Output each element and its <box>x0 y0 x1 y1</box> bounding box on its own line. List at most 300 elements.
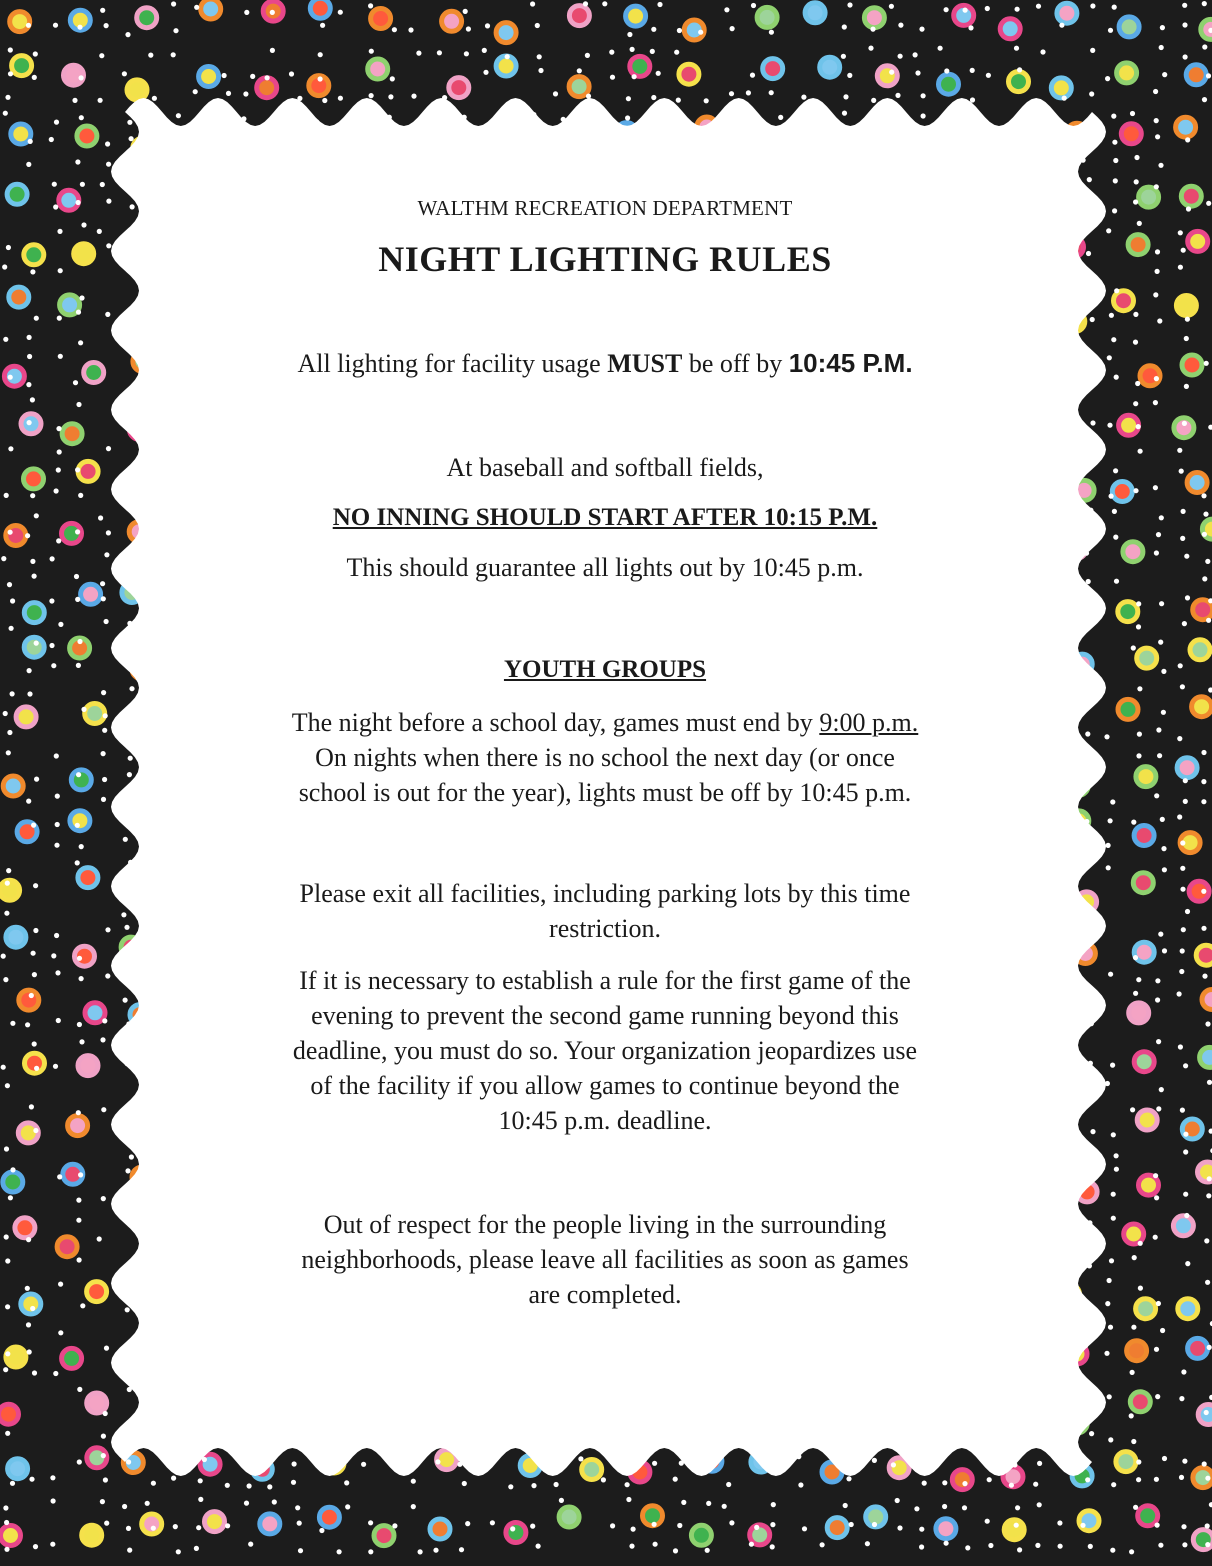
border-ring-dot <box>9 287 29 307</box>
border-white-dot <box>58 1330 63 1335</box>
border-white-dot <box>105 312 110 317</box>
border-ring-dot <box>1121 124 1141 144</box>
border-white-dot <box>1182 421 1187 426</box>
border-ring-dot <box>1190 640 1210 660</box>
border-white-dot <box>50 556 55 561</box>
border-white-dot <box>128 756 133 761</box>
border-ring-dot <box>21 1294 41 1314</box>
border-ring-dot <box>1202 990 1212 1010</box>
border-ring-dot <box>1196 945 1212 965</box>
border-white-dot <box>673 1477 678 1482</box>
border-white-dot <box>76 772 81 777</box>
border-white-dot <box>505 54 510 59</box>
border-white-dot <box>31 574 36 579</box>
border-white-dot <box>1184 384 1189 389</box>
border-white-dot <box>1153 1173 1158 1178</box>
border-white-dot <box>30 559 35 564</box>
border-white-dot <box>3 337 8 342</box>
border-ring-dot <box>559 1507 579 1527</box>
border-white-dot <box>1181 1524 1186 1529</box>
border-white-dot <box>1154 550 1159 555</box>
border-white-dot <box>392 27 397 32</box>
border-white-dot <box>1130 1370 1135 1375</box>
border-white-dot <box>80 182 85 187</box>
border-ring-dot <box>679 64 699 84</box>
border-white-dot <box>465 1521 470 1526</box>
border-white-dot <box>586 94 591 99</box>
border-white-dot <box>985 6 990 11</box>
border-white-dot <box>1136 1459 1141 1464</box>
border-white-dot <box>1205 1021 1210 1026</box>
border-ring-dot <box>70 811 90 831</box>
border-ring-dot <box>6 927 26 947</box>
border-white-dot <box>8 530 13 535</box>
border-white-dot <box>433 1548 438 1553</box>
border-white-dot <box>79 75 84 80</box>
border-white-dot <box>1204 1410 1209 1415</box>
border-white-dot <box>751 3 756 8</box>
border-white-dot <box>459 1547 464 1552</box>
border-white-dot <box>194 5 199 10</box>
border-white-dot <box>103 1477 108 1482</box>
border-white-dot <box>408 27 413 32</box>
border-white-dot <box>630 47 635 52</box>
border-white-dot <box>1160 817 1165 822</box>
border-ring-dot <box>82 1525 102 1545</box>
border-white-dot <box>390 76 395 81</box>
border-white-dot <box>25 1022 30 1027</box>
border-white-dot <box>54 753 59 758</box>
border-white-dot <box>30 269 35 274</box>
border-white-dot <box>56 538 61 543</box>
border-white-dot <box>1202 974 1207 979</box>
border-ring-dot <box>1173 1216 1193 1236</box>
border-white-dot <box>1133 955 1138 960</box>
border-white-dot <box>101 797 106 802</box>
border-white-dot <box>79 115 84 120</box>
border-white-dot <box>1133 1505 1138 1510</box>
border-white-dot <box>29 1104 34 1109</box>
border-white-dot <box>1154 793 1159 798</box>
border-ring-dot <box>1051 78 1071 98</box>
border-white-dot <box>27 668 32 673</box>
border-white-dot <box>32 75 37 80</box>
border-white-dot <box>1089 1431 1094 1436</box>
border-white-dot <box>1207 1080 1212 1085</box>
border-ring-dot <box>201 0 221 19</box>
border-white-dot <box>1108 972 1113 977</box>
youth-line-2: On nights when there is no school the next day (or once <box>315 743 895 772</box>
border-white-dot <box>5 1351 10 1356</box>
border-white-dot <box>105 141 110 146</box>
fields-note: This should guarantee all lights out by 10:45 p.m. <box>346 553 864 582</box>
border-white-dot <box>1130 111 1135 116</box>
border-white-dot <box>104 23 109 28</box>
border-white-dot <box>411 94 416 99</box>
border-white-dot <box>1136 624 1141 629</box>
border-white-dot <box>106 243 111 248</box>
border-white-dot <box>58 354 63 359</box>
border-white-dot <box>27 354 32 359</box>
border-white-dot <box>968 25 973 30</box>
border-white-dot <box>123 837 128 842</box>
border-white-dot <box>101 1196 106 1201</box>
border-white-dot <box>101 596 106 601</box>
border-white-dot <box>1154 376 1159 381</box>
border-white-dot <box>1177 991 1182 996</box>
border-white-dot <box>437 50 442 55</box>
border-ring-dot <box>1123 542 1143 562</box>
border-white-dot <box>653 1542 658 1547</box>
border-white-dot <box>1181 248 1186 253</box>
border-white-dot <box>1185 317 1190 322</box>
border-white-dot <box>1201 926 1206 931</box>
border-ring-dot <box>8 1459 28 1479</box>
border-white-dot <box>34 513 39 518</box>
border-white-dot <box>320 23 325 28</box>
border-white-dot <box>76 310 81 315</box>
border-white-dot <box>1155 134 1160 139</box>
border-white-dot <box>898 54 903 59</box>
border-white-dot <box>1153 1235 1158 1240</box>
border-ring-dot <box>257 78 277 98</box>
border-white-dot <box>463 9 468 14</box>
border-white-dot <box>198 1478 203 1483</box>
border-white-dot <box>56 1018 61 1023</box>
border-white-dot <box>75 467 80 472</box>
first-game-line-1: If it is necessary to establish a rule for the first game of the <box>299 966 911 995</box>
border-white-dot <box>1090 3 1095 8</box>
border-white-dot <box>1206 201 1211 206</box>
border-white-dot <box>72 98 77 103</box>
border-white-dot <box>1158 932 1163 937</box>
border-ring-dot <box>1000 19 1020 39</box>
border-white-dot <box>270 10 275 15</box>
border-white-dot <box>51 663 56 668</box>
border-white-dot <box>1202 1 1207 6</box>
border-white-dot <box>1129 1413 1134 1418</box>
border-white-dot <box>889 4 894 9</box>
border-white-dot <box>34 1066 39 1071</box>
border-white-dot <box>1109 494 1114 499</box>
border-white-dot <box>102 777 107 782</box>
border-white-dot <box>610 75 615 80</box>
border-white-dot <box>1179 469 1184 474</box>
border-white-dot <box>77 25 82 30</box>
border-white-dot <box>171 1 176 6</box>
border-white-dot <box>1158 640 1163 645</box>
border-white-dot <box>125 32 130 37</box>
border-white-dot <box>151 1481 156 1486</box>
border-white-dot <box>1106 865 1111 870</box>
border-ring-dot <box>1137 1110 1157 1130</box>
border-ring-dot <box>757 7 777 27</box>
border-white-dot <box>26 162 31 167</box>
border-white-dot <box>1156 1301 1161 1306</box>
border-white-dot <box>798 1482 803 1487</box>
border-white-dot <box>1015 1505 1020 1510</box>
border-white-dot <box>102 728 107 733</box>
border-white-dot <box>651 27 656 32</box>
border-white-dot <box>1138 449 1143 454</box>
lighting-rule <box>140 346 1070 381</box>
border-white-dot <box>361 1462 366 1467</box>
border-white-dot <box>4 1146 9 1151</box>
border-white-dot <box>4 493 9 498</box>
border-white-dot <box>122 1504 127 1509</box>
border-white-dot <box>31 823 36 828</box>
exit-line-1: Please exit all facilities, including parking lots by this time <box>299 879 911 908</box>
border-white-dot <box>1155 1394 1160 1399</box>
border-white-dot <box>173 28 178 33</box>
border-ring-dot <box>877 66 897 86</box>
border-white-dot <box>75 529 80 534</box>
border-ring-dot <box>1188 1338 1208 1358</box>
border-ring-dot <box>1009 72 1029 92</box>
border-ring-dot <box>81 584 101 604</box>
border-ring-dot <box>87 1282 107 1302</box>
border-white-dot <box>1185 1261 1190 1266</box>
border-white-dot <box>106 530 111 535</box>
border-white-dot <box>1180 887 1185 892</box>
border-white-dot <box>1162 867 1167 872</box>
border-white-dot <box>54 120 59 125</box>
border-white-dot <box>127 772 132 777</box>
border-white-dot <box>74 574 79 579</box>
border-white-dot <box>129 136 134 141</box>
border-white-dot <box>847 73 852 78</box>
border-white-dot <box>49 598 54 603</box>
border-white-dot <box>32 972 37 977</box>
border-ring-dot <box>569 77 589 97</box>
border-ring-dot <box>1119 415 1139 435</box>
border-white-dot <box>77 639 82 644</box>
border-ring-dot <box>1129 1003 1149 1023</box>
border-white-dot <box>1201 889 1206 894</box>
border-white-dot <box>1114 579 1119 584</box>
border-white-dot <box>531 1483 536 1488</box>
border-ring-dot <box>12 56 32 76</box>
border-white-dot <box>1154 1477 1159 1482</box>
border-white-dot <box>1154 1195 1159 1200</box>
border-ring-dot <box>77 126 97 146</box>
border-white-dot <box>194 1546 199 1551</box>
border-white-dot <box>1110 1548 1115 1553</box>
border-white-dot <box>1104 1351 1109 1356</box>
border-white-dot <box>726 1482 731 1487</box>
border-ring-dot <box>430 1519 450 1539</box>
border-white-dot <box>57 1174 62 1179</box>
border-white-dot <box>1159 1087 1164 1092</box>
border-white-dot <box>104 552 109 557</box>
border-ring-dot <box>78 868 98 888</box>
border-white-dot <box>676 98 681 103</box>
border-white-dot <box>1181 509 1186 514</box>
border-white-dot <box>101 1453 106 1458</box>
border-ring-dot <box>936 1519 956 1539</box>
border-white-dot <box>750 73 755 78</box>
border-white-dot <box>73 380 78 385</box>
border-white-dot <box>1156 532 1161 537</box>
border-white-dot <box>898 23 903 28</box>
border-white-dot <box>435 1459 440 1464</box>
border-white-dot <box>125 1307 130 1312</box>
border-white-dot <box>627 32 632 37</box>
border-white-dot <box>1090 420 1095 425</box>
border-ring-dot <box>260 1514 280 1534</box>
border-white-dot <box>51 953 56 958</box>
border-white-dot <box>1183 799 1188 804</box>
border-white-dot <box>1201 750 1206 755</box>
border-white-dot <box>1180 840 1185 845</box>
border-white-dot <box>1085 731 1090 736</box>
border-white-dot <box>1136 601 1141 606</box>
lighting-rule-text-2: be off by <box>682 349 789 378</box>
border-white-dot <box>27 691 32 696</box>
border-ring-dot <box>24 637 44 657</box>
border-white-dot <box>1134 179 1139 184</box>
border-white-dot <box>962 1481 967 1486</box>
border-white-dot <box>1205 1476 1210 1481</box>
border-ring-dot <box>25 1053 45 1073</box>
inning-rule: NO INNING SHOULD START AFTER 10:15 P.M. <box>332 504 878 531</box>
border-white-dot <box>3 977 8 982</box>
border-white-dot <box>25 1286 30 1291</box>
border-white-dot <box>652 1522 657 1527</box>
border-white-dot <box>865 1541 870 1546</box>
border-white-dot <box>801 95 806 100</box>
border-white-dot <box>411 1479 416 1484</box>
border-ring-dot <box>1181 186 1201 206</box>
border-ring-dot <box>15 1218 35 1238</box>
border-white-dot <box>27 420 32 425</box>
border-white-dot <box>52 182 57 187</box>
border-ring-dot <box>449 78 469 98</box>
border-white-dot <box>1183 1063 1188 1068</box>
border-white-dot <box>122 71 127 76</box>
border-white-dot <box>602 1 607 6</box>
border-white-dot <box>1089 91 1094 96</box>
border-ring-dot <box>68 1116 88 1136</box>
border-white-dot <box>369 93 374 98</box>
border-ring-dot <box>85 704 105 724</box>
border-ring-dot <box>1177 758 1197 778</box>
border-white-dot <box>124 925 129 930</box>
border-white-dot <box>730 26 735 31</box>
border-white-dot <box>970 97 975 102</box>
border-white-dot <box>76 200 81 205</box>
border-ring-dot <box>1178 1299 1198 1319</box>
border-white-dot <box>76 1110 81 1115</box>
border-white-dot <box>416 51 421 56</box>
page-title: NIGHT LIGHTING RULES <box>378 239 832 279</box>
border-white-dot <box>53 23 58 28</box>
border-white-dot <box>1155 269 1160 274</box>
border-white-dot <box>1155 249 1160 254</box>
border-white-dot <box>895 93 900 98</box>
border-white-dot <box>34 777 39 782</box>
border-ring-dot <box>864 8 884 28</box>
border-white-dot <box>1135 381 1140 386</box>
border-white-dot <box>1059 23 1064 28</box>
border-ring-dot <box>310 0 330 18</box>
border-white-dot <box>1105 76 1110 81</box>
border-white-dot <box>970 68 975 73</box>
border-white-dot <box>76 663 81 668</box>
border-ring-dot <box>368 59 388 79</box>
border-white-dot <box>3 711 8 716</box>
border-ring-dot <box>1192 697 1212 717</box>
border-white-dot <box>746 90 751 95</box>
border-ring-dot <box>84 363 104 383</box>
border-white-dot <box>677 28 682 33</box>
border-ring-dot <box>205 1512 225 1532</box>
border-white-dot <box>1113 535 1118 540</box>
border-white-dot <box>870 27 875 32</box>
border-white-dot <box>127 120 132 125</box>
border-white-dot <box>538 68 543 73</box>
border-white-dot <box>462 1481 467 1486</box>
border-white-dot <box>54 488 59 493</box>
border-white-dot <box>129 1154 134 1159</box>
border-white-dot <box>97 1236 102 1241</box>
border-white-dot <box>55 822 60 827</box>
border-white-dot <box>1207 1176 1212 1181</box>
border-white-dot <box>78 340 83 345</box>
lighting-rule-time: 10:45 P.M. <box>788 348 913 378</box>
border-white-dot <box>1154 1347 1159 1352</box>
border-white-dot <box>7 730 12 735</box>
border-ring-dot <box>1200 1047 1212 1067</box>
border-ring-dot <box>24 245 44 265</box>
border-white-dot <box>1185 595 1190 600</box>
border-white-dot <box>99 53 104 58</box>
border-white-dot <box>76 1218 81 1223</box>
border-white-dot <box>10 1167 15 1172</box>
border-white-dot <box>706 1501 711 1506</box>
border-white-dot <box>1111 1192 1116 1197</box>
border-white-dot <box>151 1526 156 1531</box>
border-white-dot <box>889 70 894 75</box>
border-ring-dot <box>62 424 82 444</box>
border-white-dot <box>1159 601 1164 606</box>
border-white-dot <box>1017 67 1022 72</box>
border-white-dot <box>2 264 7 269</box>
border-white-dot <box>344 1480 349 1485</box>
border-white-dot <box>101 751 106 756</box>
border-white-dot <box>1062 96 1067 101</box>
border-white-dot <box>585 53 590 58</box>
exit-line-2: restriction. <box>549 914 661 943</box>
border-white-dot <box>34 316 39 321</box>
border-white-dot <box>1114 288 1119 293</box>
border-white-dot <box>33 883 38 888</box>
border-white-dot <box>8 47 13 52</box>
border-white-dot <box>79 1039 84 1044</box>
border-white-dot <box>4 1520 9 1525</box>
border-white-dot <box>171 1476 176 1481</box>
border-white-dot <box>1205 1280 1210 1285</box>
border-white-dot <box>625 1482 630 1487</box>
border-white-dot <box>820 1542 825 1547</box>
border-white-dot <box>942 1504 947 1509</box>
border-white-dot <box>1177 736 1182 741</box>
border-white-dot <box>26 799 31 804</box>
border-white-dot <box>10 1481 15 1486</box>
border-white-dot <box>79 295 84 300</box>
border-white-dot <box>345 1504 350 1509</box>
border-ring-dot <box>1137 648 1157 668</box>
